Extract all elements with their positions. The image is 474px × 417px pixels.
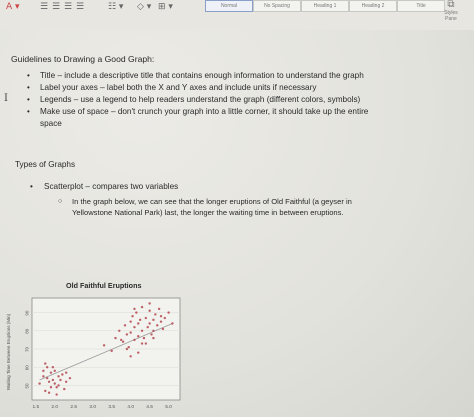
data-point xyxy=(135,311,137,313)
y-tick-label: 70 xyxy=(24,347,30,353)
data-point xyxy=(61,373,63,375)
data-point xyxy=(54,382,56,384)
x-tick-labels xyxy=(32,404,172,410)
guidelines-list xyxy=(4,70,462,130)
data-point xyxy=(52,366,54,368)
x-tick-label: 2.5 xyxy=(70,405,78,410)
data-point xyxy=(122,341,124,343)
data-point xyxy=(131,315,133,317)
data-point xyxy=(38,382,40,384)
line-spacing-icon[interactable]: ☷ ▾ xyxy=(108,2,124,12)
data-point xyxy=(110,350,112,352)
bullet-text: Title – include a descriptive title that contains enough information to understand the graph xyxy=(40,71,364,80)
data-point xyxy=(164,317,166,319)
style-heading-1[interactable]: Heading 1 xyxy=(301,0,349,12)
data-point xyxy=(59,379,61,381)
x-tick-label: 4.5 xyxy=(146,405,153,410)
bullet-icon: • xyxy=(27,83,30,92)
data-point xyxy=(54,370,56,372)
styles-pane-label-1: Styles xyxy=(444,10,458,16)
data-point xyxy=(133,326,135,328)
data-point xyxy=(129,320,131,322)
list-item xyxy=(22,70,462,82)
data-point xyxy=(154,313,156,315)
sub-bullet-text: In the graph below, we can see that the longer eruptions of Old Faithful (a geyser in Yellowstone National Park) last, the longer the waiting time in between eruptions. xyxy=(72,197,352,217)
styles-pane-button[interactable] xyxy=(434,0,468,22)
text-cursor-icon: I xyxy=(4,93,8,104)
bullet-icon: • xyxy=(27,71,30,80)
x-tick-label: 2.0 xyxy=(51,405,59,410)
data-point xyxy=(137,322,139,324)
data-point xyxy=(129,355,131,357)
data-point xyxy=(57,384,59,386)
x-tick-label: 5.0 xyxy=(165,405,172,410)
font-color-icon[interactable]: A ▾ xyxy=(6,2,20,12)
data-point xyxy=(44,390,46,392)
data-point xyxy=(114,337,116,339)
list-item xyxy=(4,93,462,106)
data-point xyxy=(55,393,57,395)
data-point xyxy=(148,302,150,304)
data-point xyxy=(126,348,128,350)
types-of-graphs-heading: Types of Graphs xyxy=(15,160,76,169)
ribbon-toolbar xyxy=(0,0,474,31)
data-point xyxy=(42,370,44,372)
data-point xyxy=(171,322,173,324)
data-point xyxy=(143,337,145,339)
data-point xyxy=(120,339,122,341)
y-tick-label: 50 xyxy=(24,383,30,389)
bullet-text: Make use of space – don't crunch your graph into a little corner, it should take up the entire space xyxy=(40,107,369,128)
data-point xyxy=(118,330,120,332)
data-point xyxy=(156,324,158,326)
bullet-text: Label your axes – label both the X and Y axes and include units if necessary xyxy=(40,83,317,92)
data-point xyxy=(145,317,147,319)
list-item xyxy=(32,182,178,191)
data-point xyxy=(137,335,139,337)
data-point xyxy=(167,311,169,313)
data-point xyxy=(137,351,139,353)
data-point xyxy=(129,331,131,333)
data-point xyxy=(103,344,105,346)
circle-bullet-icon: ○ xyxy=(58,198,63,205)
y-axis-label: Waiting Time Between Eruptions (Min) xyxy=(6,313,11,391)
bullet-icon: • xyxy=(27,95,30,104)
data-point xyxy=(126,333,128,335)
list-item xyxy=(22,82,462,94)
data-point xyxy=(160,315,162,317)
data-point xyxy=(139,319,141,321)
data-point xyxy=(48,392,50,394)
document-page[interactable] xyxy=(0,30,474,417)
style-title[interactable]: Title xyxy=(397,0,445,12)
data-point xyxy=(147,326,149,328)
style-no-spacing[interactable]: No Spacing xyxy=(253,0,301,12)
styles-pane-label-2: Pane xyxy=(445,16,457,22)
align-left-icon[interactable]: ☰ xyxy=(40,2,49,12)
data-point xyxy=(141,330,143,332)
data-point xyxy=(152,319,154,321)
bullet-text: Scatterplot – compares two variables xyxy=(44,182,179,191)
data-point xyxy=(46,377,48,379)
styles-pane-icon: ⧉ xyxy=(447,0,455,10)
data-point xyxy=(162,328,164,330)
x-tick-label: 3.5 xyxy=(108,405,116,410)
y-tick-labels xyxy=(25,310,30,388)
bullet-icon: • xyxy=(30,182,33,191)
x-tick-label: 1.5 xyxy=(32,405,40,410)
data-point xyxy=(148,322,150,324)
guidelines-heading: Guidelines to Drawing a Good Graph: xyxy=(11,54,155,64)
data-point xyxy=(141,306,143,308)
style-normal[interactable]: Normal xyxy=(205,0,253,12)
data-point xyxy=(150,333,152,335)
data-point xyxy=(57,375,59,377)
sub-list-item xyxy=(58,196,388,218)
data-point xyxy=(128,346,130,348)
data-point xyxy=(48,381,50,383)
bullet-text: Legends – use a legend to help readers understand the graph (different colors, symbols) xyxy=(40,95,361,104)
data-point xyxy=(52,379,54,381)
scatter-chart[interactable] xyxy=(0,290,190,417)
y-tick-label: 60 xyxy=(24,365,30,371)
data-point xyxy=(158,308,160,310)
chart-title: Old Faithful Eruptions xyxy=(66,281,142,290)
data-point xyxy=(50,371,52,373)
data-point xyxy=(42,375,44,377)
data-point xyxy=(133,308,135,310)
data-point xyxy=(133,339,135,341)
data-point xyxy=(152,337,154,339)
data-point xyxy=(148,310,150,312)
data-point xyxy=(152,330,154,332)
borders-icon[interactable]: ⊞ ▾ xyxy=(158,2,173,12)
data-point xyxy=(65,381,67,383)
data-point xyxy=(55,386,57,388)
y-tick-label: 90 xyxy=(24,310,30,316)
align-center-icon[interactable]: ☰ xyxy=(52,2,61,12)
data-point xyxy=(124,324,126,326)
shading-icon[interactable]: ◇ ▾ xyxy=(137,2,152,12)
data-point xyxy=(160,320,162,322)
data-point xyxy=(145,342,147,344)
x-tick-label: 3.0 xyxy=(89,405,97,410)
bullet-icon: • xyxy=(27,107,30,116)
data-point xyxy=(46,366,48,368)
data-point xyxy=(50,386,52,388)
align-right-icon[interactable]: ☰ xyxy=(64,2,73,12)
x-tick-label: 4.0 xyxy=(127,405,135,410)
y-tick-label: 80 xyxy=(24,328,30,334)
justify-icon[interactable]: ☰ xyxy=(76,2,85,12)
data-point xyxy=(63,388,65,390)
data-point xyxy=(65,371,67,373)
list-item xyxy=(22,106,392,130)
data-point xyxy=(44,362,46,364)
style-heading-2[interactable]: Heading 2 xyxy=(349,0,397,12)
data-point xyxy=(69,377,71,379)
data-point xyxy=(141,342,143,344)
